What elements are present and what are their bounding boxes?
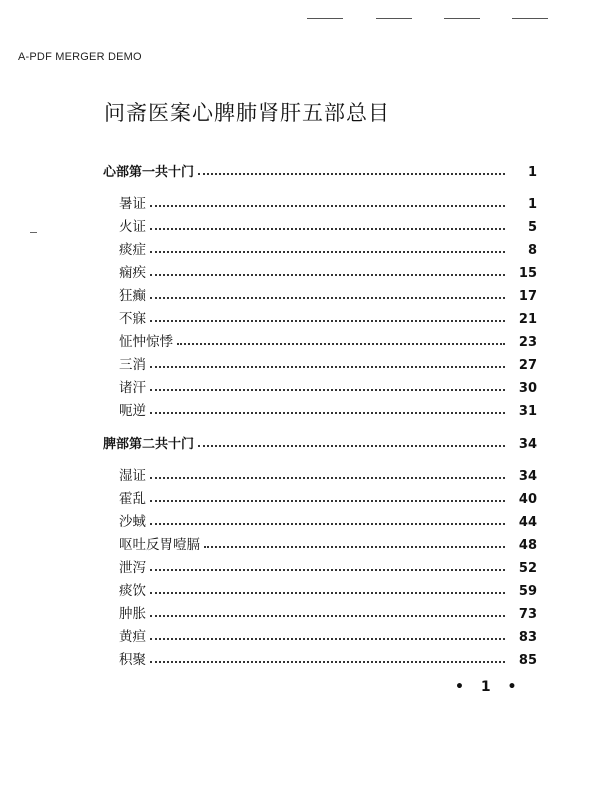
dot-leader xyxy=(150,297,505,299)
dot-leader xyxy=(150,205,505,207)
toc-entry[interactable] xyxy=(103,531,537,553)
entry-label: 泄泻 xyxy=(119,560,146,576)
dot-leader xyxy=(204,546,505,548)
page-ref: 17 xyxy=(518,289,537,304)
page-ref: 85 xyxy=(518,653,537,668)
dot-leader xyxy=(150,523,505,525)
toc-entry[interactable] xyxy=(103,462,537,484)
header-rule xyxy=(512,18,548,19)
dot-leader xyxy=(150,228,505,230)
page-ref: 59 xyxy=(518,584,537,599)
toc-entry[interactable] xyxy=(103,554,537,576)
page-ref: 1 xyxy=(527,165,537,180)
entry-label: 狂癫 xyxy=(119,288,146,304)
entry-label: 呕吐反胃噎膈 xyxy=(119,537,200,553)
page-ref: 34 xyxy=(518,469,537,484)
page-ref: 1 xyxy=(527,197,537,212)
toc-entry[interactable] xyxy=(103,328,537,350)
dot-leader xyxy=(150,320,505,322)
page-ref: 52 xyxy=(518,561,537,576)
page-ref: 30 xyxy=(518,381,537,396)
dot-leader xyxy=(150,274,505,276)
entry-label: 积聚 xyxy=(119,652,146,668)
entry-label: 肿胀 xyxy=(119,606,146,622)
entry-label: 沙蜮 xyxy=(119,514,146,530)
entry-label: 痫疾 xyxy=(119,265,146,281)
page-ref: 40 xyxy=(518,492,537,507)
toc-entry[interactable] xyxy=(103,259,537,281)
dot-leader xyxy=(198,173,505,175)
page-ref: 23 xyxy=(518,335,537,350)
toc-entry[interactable] xyxy=(103,351,537,373)
toc-entry[interactable] xyxy=(103,600,537,622)
dot-leader xyxy=(150,366,505,368)
toc-entry[interactable] xyxy=(103,646,537,668)
toc-entry[interactable] xyxy=(103,213,537,235)
page-ref: 21 xyxy=(518,312,537,327)
page-ref: 83 xyxy=(518,630,537,645)
page-number: • 1 • xyxy=(455,679,523,695)
entry-label: 呃逆 xyxy=(119,403,146,419)
entry-label: 黄疸 xyxy=(119,629,146,645)
header-rule xyxy=(444,18,480,19)
toc-entry[interactable] xyxy=(103,190,537,212)
header-rule xyxy=(376,18,412,19)
section-heading: 心部第一共十门 xyxy=(103,165,195,180)
toc-entry[interactable] xyxy=(103,282,537,304)
header-rules xyxy=(0,14,612,24)
toc-entry[interactable] xyxy=(103,397,537,419)
page-ref: 73 xyxy=(518,607,537,622)
toc-entry[interactable] xyxy=(103,305,537,327)
dot-leader xyxy=(150,477,505,479)
toc-entry[interactable] xyxy=(103,236,537,258)
dot-leader xyxy=(150,615,505,617)
toc-entry[interactable] xyxy=(103,374,537,396)
toc-section-heart[interactable] xyxy=(103,158,537,180)
dot-leader xyxy=(177,343,505,345)
entry-label: 霍乱 xyxy=(119,491,146,507)
section-heading: 脾部第二共十门 xyxy=(103,437,195,452)
watermark: A-PDF MERGER DEMO xyxy=(18,51,142,63)
page-ref: 5 xyxy=(527,220,537,235)
entry-label: 湿证 xyxy=(119,468,146,484)
dot-leader xyxy=(150,592,505,594)
dot-leader xyxy=(198,445,505,447)
page-ref: 8 xyxy=(527,243,537,258)
page-ref: 15 xyxy=(518,266,537,281)
page-ref: 48 xyxy=(518,538,537,553)
page-ref: 31 xyxy=(518,404,537,419)
toc-entry[interactable] xyxy=(103,485,537,507)
entry-label: 不寐 xyxy=(119,311,146,327)
page-ref: 44 xyxy=(518,515,537,530)
dot-leader xyxy=(150,638,505,640)
entry-label: 痰症 xyxy=(119,242,146,258)
dot-leader xyxy=(150,661,505,663)
toc-entry[interactable] xyxy=(103,577,537,599)
entry-label: 三消 xyxy=(119,357,146,373)
dot-leader xyxy=(150,569,505,571)
dot-leader xyxy=(150,412,505,414)
toc-entry[interactable] xyxy=(103,623,537,645)
dot-leader xyxy=(150,389,505,391)
entry-label: 诸汗 xyxy=(119,380,146,396)
dot-leader xyxy=(150,500,505,502)
entry-label: 痰饮 xyxy=(119,583,146,599)
page-ref: 27 xyxy=(518,358,537,373)
entry-label: 怔忡惊悸 xyxy=(119,334,173,350)
margin-mark xyxy=(30,232,37,233)
page-ref: 34 xyxy=(518,437,537,452)
entry-label: 火证 xyxy=(119,219,146,235)
dot-leader xyxy=(150,251,505,253)
header-rule xyxy=(307,18,343,19)
toc-section-spleen[interactable] xyxy=(103,430,537,452)
entry-label: 暑证 xyxy=(119,196,146,212)
page-title: 问斋医案心脾肺肾肝五部总目 xyxy=(104,101,390,125)
toc-entry[interactable] xyxy=(103,508,537,530)
